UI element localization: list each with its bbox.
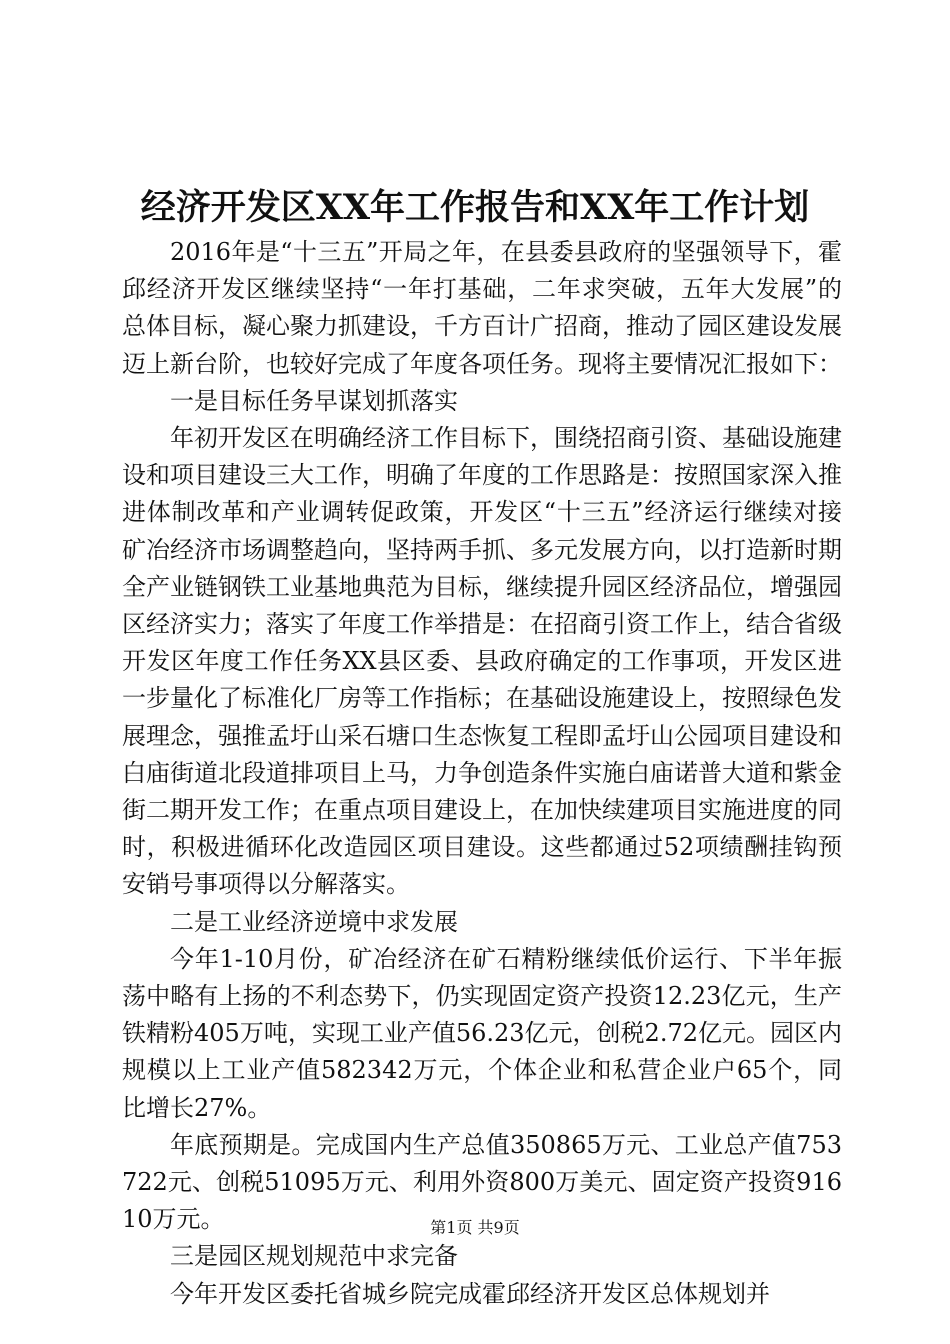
paragraph-intro: 2016年是“十三五”开局之年，在县委县政府的坚强领导下，霍邱经济开发区继续坚持“一年打基础，二年求突破，五年大发展”的总体目标，凝心聚力抓建设，千方百计广招商，推动了园区建设发展迈上新台阶，也较好完成了年度各项任务。现将主要情况汇报如下： bbox=[122, 238, 842, 378]
paragraph-section-2-a: 今年1-10月份，矿冶经济在矿石精粉继续低价运行、下半年振荡中略有上扬的不利态势下，仍实现固定资产投资12.23亿元，生产铁精粉405万吨，实现工业产值56.23亿元，创税2.72亿元。园区内规模以上工业产值582342万元，个体企业和私营企业户65个，同比增长27%。 bbox=[122, 944, 842, 1122]
section-heading-1: 一是目标任务早谋划抓落实 bbox=[170, 386, 458, 415]
document-body bbox=[122, 234, 842, 1313]
section-heading-2: 二是工业经济逆境中求发展 bbox=[170, 907, 458, 936]
paragraph-section-2-b: 年底预期是。完成国内生产总值350865万元、工业总产值753722元、创税51095万元、利用外资800万美元、固定资产投资91610万元。 bbox=[122, 1130, 842, 1234]
paragraph-section-3: 今年开发区委托省城乡院完成霍邱经济开发区总体规划并 bbox=[170, 1279, 770, 1308]
page-footer: 第1页 共9页 bbox=[430, 1218, 520, 1237]
paragraph-section-1: 年初开发区在明确经济工作目标下，围绕招商引资、基础设施建设和项目建设三大工作，明确了年度的工作思路是：按照国家深入推进体制改革和产业调转促政策，开发区“十三五”经济运行继续对接矿冶经济市场调整趋向，坚持两手抓、多元发展方向，以打造新时期全产业链钢铁工业基地典范为目标，继续提升园区经济品位，增强园区经济实力；落实了年度工作举措是：在招商引资工作上，结合省级开发区年度工作任务XX县区委、县政府确定的工作事项，开发区进一步量化了标准化厂房等工作指标；在基础设施建设上，按照绿色发展理念，强推孟圩山采石塘口生态恢复工程即孟圩山公园项目建设和白庙街道北段道排项目上马，力争创造条件实施白庙诺普大道和紫金街二期开发工作；在重点项目建设上，在加快续建项目实施进度的同时，积极进循环化改造园区项目建设。这些都通过52项绩酬挂钩预安销号事项得以分解落实。 bbox=[122, 424, 842, 899]
document-title: 经济开发区XX年工作报告和XX年工作计划 bbox=[140, 187, 810, 228]
section-heading-3: 三是园区规划规范中求完备 bbox=[170, 1242, 458, 1271]
